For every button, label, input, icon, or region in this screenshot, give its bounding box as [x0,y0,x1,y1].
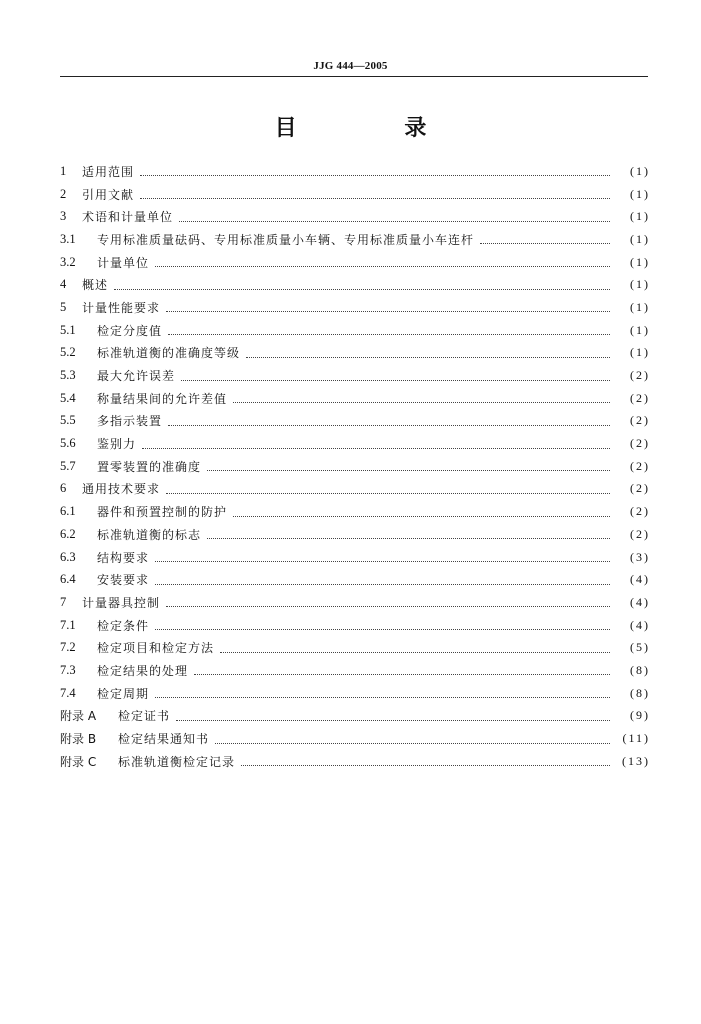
toc-dot-leader [166,605,610,607]
toc-entry [60,727,650,750]
page-title: 目 录 [274,116,477,141]
toc-entry-page: (4) [630,594,650,609]
toc-entry-page: (3) [630,549,650,564]
toc-entry-label: 最大允许误差 [97,369,176,384]
toc-dot-leader [181,379,610,381]
toc-entry-page: (1) [630,277,650,292]
toc-entry [60,364,650,387]
toc-entry-number: 2 [60,186,67,201]
toc-dot-leader [168,333,610,335]
toc-entry [60,568,650,591]
toc-dot-leader [168,424,610,426]
toc-entry-label: 检定项目和检定方法 [97,641,215,656]
toc-entry-label: 检定分度值 [97,323,163,338]
toc-entry-page: (1) [630,254,650,269]
toc-entry-number: 4 [60,277,67,292]
toc-entry-number: 5.7 [60,458,76,473]
toc-entry-label: 概述 [82,278,109,293]
table-of-contents [60,160,650,773]
toc-dot-leader [480,242,610,244]
toc-dot-leader [220,651,610,653]
toc-dot-leader [207,469,610,471]
toc-entry-page: (2) [630,481,650,496]
toc-entry [60,432,650,455]
toc-entry-page: (8) [630,662,650,677]
toc-entry-number: 6.1 [60,504,76,519]
toc-entry-number: 7.4 [60,685,76,700]
toc-entry-number: 6 [60,481,67,496]
toc-entry-number: 3.2 [60,254,76,269]
toc-dot-leader [207,537,610,539]
toc-entry [60,183,650,206]
toc-entry-number: 5.5 [60,413,76,428]
toc-entry [60,228,650,251]
toc-entry-label: 计量器具控制 [82,595,161,610]
toc-entry [60,251,650,274]
toc-entry-label: 引用文献 [82,187,135,202]
toc-entry-page: (4) [630,617,650,632]
toc-entry-number: 7 [60,594,67,609]
toc-entry [60,410,650,433]
toc-entry-page: (2) [630,504,650,519]
toc-entry-label: 称量结果间的允许差值 [97,391,228,406]
toc-entry [60,750,650,773]
toc-entry-label: 安装要求 [97,573,150,588]
toc-entry-page: (2) [630,368,650,383]
toc-entry-label: 术语和计量单位 [82,210,174,225]
toc-entry [60,160,650,183]
toc-entry [60,478,650,501]
toc-entry-label: 通用技术要求 [82,482,161,497]
toc-entry-label: 标准轨道衡的准确度等级 [97,346,241,361]
toc-entry-number: 3.1 [60,231,76,246]
toc-entry-number: 7.3 [60,662,76,677]
toc-entry-page: (1) [630,322,650,337]
toc-entry-page: (4) [630,572,650,587]
toc-entry-label: 标准轨道衡的标志 [97,527,202,542]
toc-entry-page: (8) [630,685,650,700]
toc-dot-leader [176,719,610,721]
toc-dot-leader [233,401,610,403]
toc-dot-leader [166,310,610,312]
toc-entry [60,387,650,410]
toc-dot-leader [155,696,610,698]
toc-entry-number: 1 [60,163,67,178]
toc-entry-label: 器件和预置控制的防护 [97,505,228,520]
toc-dot-leader [246,356,610,358]
toc-dot-leader [114,288,610,290]
toc-entry-page: (9) [630,708,650,723]
toc-entry-label: 适用范围 [82,164,135,179]
toc-dot-leader [140,197,610,199]
toc-dot-leader [215,742,610,744]
toc-entry-page: (1) [630,186,650,201]
toc-entry-label: 多指示装置 [97,414,163,429]
toc-dot-leader [155,560,610,562]
toc-entry-page: (5) [630,640,650,655]
toc-dot-leader [233,515,610,517]
toc-entry-label: 检定结果的处理 [97,663,189,678]
toc-entry-page: (2) [630,413,650,428]
toc-entry [60,614,650,637]
document-code: JJG 444—2005 [313,60,388,72]
toc-entry-label: 专用标准质量砝码、专用标准质量小车辆、专用标准质量小车连杆 [97,232,475,247]
toc-entry-page: (1) [630,209,650,224]
toc-dot-leader [155,265,610,267]
toc-entry [60,319,650,342]
toc-entry-label: 结构要求 [97,550,150,565]
toc-dot-leader [241,764,610,766]
toc-entry [60,546,650,569]
toc-dot-leader [179,220,610,222]
toc-entry-number: 7.2 [60,640,76,655]
toc-entry-number: 附录 B [60,732,97,747]
toc-entry [60,659,650,682]
toc-entry-number: 5.1 [60,322,76,337]
toc-entry-label: 鉴别力 [97,437,137,452]
toc-entry-page: (11) [622,731,650,746]
toc-entry [60,500,650,523]
toc-entry [60,342,650,365]
toc-entry-label: 计量性能要求 [82,300,161,315]
toc-entry-page: (1) [630,299,650,314]
toc-dot-leader [155,628,610,630]
toc-entry-label: 检定周期 [97,686,150,701]
toc-entry-page: (1) [630,345,650,360]
toc-entry [60,296,650,319]
toc-entry-page: (2) [630,526,650,541]
toc-entry-number: 附录 C [60,754,97,769]
toc-entry-number: 5.3 [60,368,76,383]
toc-entry-label: 检定结果通知书 [118,732,210,747]
toc-entry-number: 5.6 [60,436,76,451]
toc-dot-leader [194,673,610,675]
toc-entry-number: 6.3 [60,549,76,564]
toc-entry [60,636,650,659]
toc-entry-page: (13) [622,753,650,768]
toc-entry [60,205,650,228]
toc-entry [60,273,650,296]
toc-entry [60,523,650,546]
toc-entry-label: 标准轨道衡检定记录 [118,754,236,769]
toc-entry-label: 检定证书 [118,709,171,724]
toc-entry [60,705,650,728]
toc-entry-label: 检定条件 [97,618,150,633]
toc-entry [60,682,650,705]
toc-entry-number: 附录 A [60,709,97,724]
toc-entry [60,591,650,614]
toc-entry-number: 5 [60,299,67,314]
toc-entry-page: (1) [630,231,650,246]
toc-dot-leader [155,583,610,585]
toc-entry-number: 7.1 [60,617,76,632]
toc-entry-number: 3 [60,209,67,224]
toc-entry-page: (2) [630,436,650,451]
toc-entry [60,455,650,478]
toc-entry-number: 5.4 [60,390,76,405]
toc-entry-page: (2) [630,390,650,405]
toc-entry-number: 6.4 [60,572,76,587]
toc-entry-number: 5.2 [60,345,76,360]
header-rule [60,76,648,77]
toc-entry-number: 6.2 [60,526,76,541]
toc-entry-page: (2) [630,458,650,473]
toc-entry-label: 计量单位 [97,255,150,270]
toc-dot-leader [140,174,610,176]
toc-dot-leader [142,447,610,449]
toc-entry-label: 置零装置的准确度 [97,459,202,474]
toc-dot-leader [166,492,610,494]
toc-entry-page: (1) [630,163,650,178]
